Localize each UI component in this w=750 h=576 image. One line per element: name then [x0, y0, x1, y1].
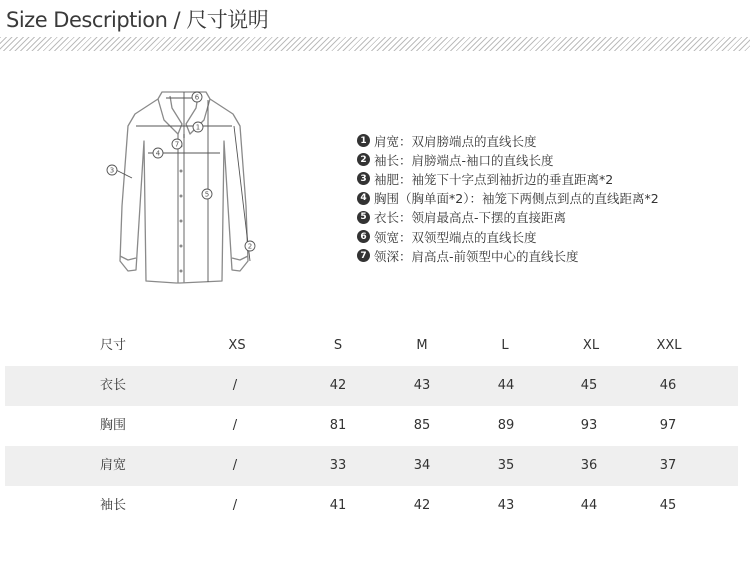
table-cell: 43 — [497, 498, 515, 513]
table-cell: 44 — [497, 378, 515, 393]
table-cell: 81 — [329, 418, 347, 433]
table-cell: 35 — [497, 458, 515, 473]
table-cell: / — [232, 378, 238, 393]
legend-text: 领宽：双领型端点的直线长度 — [374, 229, 537, 245]
marker-5: 5 — [204, 190, 210, 199]
measurement-legend — [357, 131, 659, 265]
number-3-icon: 3 — [357, 172, 370, 185]
legend-item-sleeve-length — [357, 150, 659, 169]
legend-item-collar-width — [357, 227, 659, 246]
table-cell: 42 — [413, 498, 431, 513]
table-cell: 42 — [329, 378, 347, 393]
table-cell: 41 — [329, 498, 347, 513]
hatch-divider — [0, 37, 750, 51]
table-cell: 85 — [413, 418, 431, 433]
number-5-icon: 5 — [357, 211, 370, 224]
number-4-icon: 4 — [357, 192, 370, 205]
table-cell: 34 — [413, 458, 431, 473]
header-cell-xxl: XXL — [656, 338, 682, 353]
table-cell: / — [232, 418, 238, 433]
number-7-icon: 7 — [357, 249, 370, 262]
page-title: Size Description / 尺寸说明 — [6, 8, 269, 32]
legend-text: 衣长：领肩最高点-下摆的直接距离 — [374, 210, 567, 226]
table-cell: 43 — [413, 378, 431, 393]
table-cell: 37 — [659, 458, 677, 473]
header-cell-xs: XS — [228, 338, 246, 353]
legend-text: 袖长：肩膀端点-袖口的直线长度 — [374, 152, 554, 168]
table-cell: 44 — [580, 498, 598, 513]
legend-item-shoulder — [357, 131, 659, 150]
legend-item-sleeve-width — [357, 169, 659, 188]
table-row — [5, 486, 738, 526]
table-cell: 46 — [659, 378, 677, 393]
table-row — [5, 446, 738, 486]
header-cell-l: L — [501, 338, 509, 353]
table-row — [5, 366, 738, 406]
legend-item-length — [357, 208, 659, 227]
legend-item-chest — [357, 189, 659, 208]
header-cell-s: S — [333, 338, 343, 353]
size-table — [5, 326, 738, 526]
table-cell: 36 — [580, 458, 598, 473]
row-label: 袖长 — [100, 498, 127, 513]
number-2-icon: 2 — [357, 153, 370, 166]
marker-1: 1 — [195, 123, 201, 132]
legend-item-collar-depth — [357, 246, 659, 265]
table-header-row — [5, 326, 738, 366]
table-cell: 45 — [580, 378, 598, 393]
header-cell-xl: XL — [582, 338, 600, 353]
marker-3: 3 — [109, 166, 115, 175]
table-row — [5, 406, 738, 446]
marker-4: 4 — [155, 149, 161, 158]
legend-text: 胸围（胸单面*2）：袖笼下两侧点到点的直线距离*2 — [374, 191, 659, 207]
row-label: 胸围 — [100, 418, 127, 433]
table-cell: 45 — [659, 498, 677, 513]
table-cell: / — [232, 458, 238, 473]
marker-2: 2 — [247, 242, 253, 251]
table-cell: / — [232, 498, 238, 513]
shirt-diagram — [100, 86, 270, 296]
marker-7: 7 — [174, 140, 180, 149]
table-cell: 89 — [497, 418, 515, 433]
legend-text: 袖肥：袖笼下十字点到袖折边的垂直距离*2 — [374, 171, 614, 187]
number-6-icon: 6 — [357, 230, 370, 243]
table-cell: 33 — [329, 458, 347, 473]
legend-text: 肩宽：双肩膀端点的直线长度 — [374, 133, 537, 149]
row-label: 衣长 — [100, 378, 127, 393]
table-cell: 97 — [659, 418, 677, 433]
header-cell-m: M — [416, 338, 428, 353]
legend-text: 领深：肩高点-前领型中心的直线长度 — [374, 248, 579, 264]
row-label: 肩宽 — [100, 458, 127, 473]
table-cell: 93 — [580, 418, 598, 433]
marker-6: 6 — [194, 93, 200, 102]
header-cell-size: 尺寸 — [100, 338, 127, 353]
number-1-icon: 1 — [357, 134, 370, 147]
